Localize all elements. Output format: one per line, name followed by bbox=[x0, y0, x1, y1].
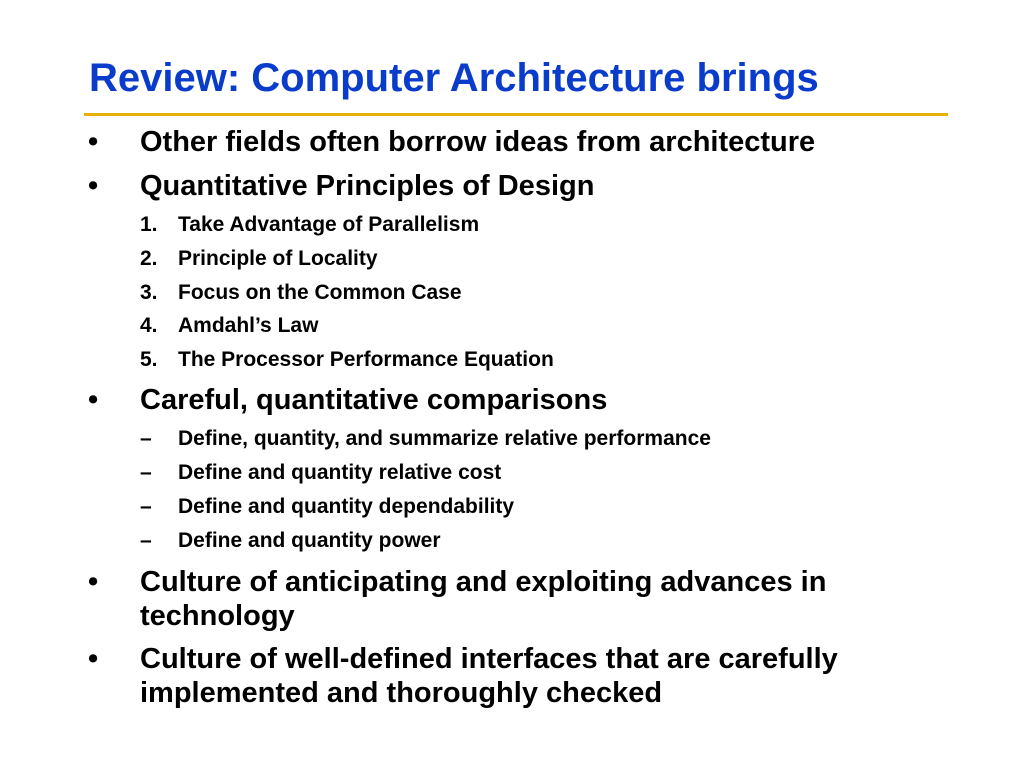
bullet-marker: • bbox=[88, 643, 99, 675]
dash-marker: – bbox=[140, 461, 152, 484]
dash-text: Define and quantity power bbox=[178, 529, 441, 552]
title-divider bbox=[84, 113, 948, 116]
dash-text: Define, quantity, and summarize relative performance bbox=[178, 427, 711, 450]
numbered-text: Focus on the Common Case bbox=[178, 281, 462, 304]
bullet-marker: • bbox=[88, 170, 99, 202]
slide-title: Review: Computer Architecture brings bbox=[89, 56, 819, 100]
bullet-text: Careful, quantitative comparisons bbox=[140, 384, 608, 416]
number-marker: 5. bbox=[140, 348, 158, 371]
number-marker: 1. bbox=[140, 213, 158, 236]
bullet-text: Culture of anticipating and exploiting advances in bbox=[140, 566, 827, 598]
dash-marker: – bbox=[140, 427, 152, 450]
bullet-text-line2: implemented and thoroughly checked bbox=[140, 677, 663, 709]
bullet-marker: • bbox=[88, 566, 99, 598]
bullet-text: Culture of well-defined interfaces that are carefully bbox=[140, 643, 838, 675]
bullet-marker: • bbox=[88, 384, 99, 416]
bullet-text: Other fields often borrow ideas from architecture bbox=[140, 126, 816, 158]
bullet-marker: • bbox=[88, 126, 99, 158]
dash-text: Define and quantity relative cost bbox=[178, 461, 502, 484]
dash-marker: – bbox=[140, 495, 152, 518]
number-marker: 3. bbox=[140, 281, 158, 304]
numbered-text: Take Advantage of Parallelism bbox=[178, 213, 480, 236]
numbered-text: Principle of Locality bbox=[178, 247, 378, 270]
dash-marker: – bbox=[140, 529, 152, 552]
bullet-text: Quantitative Principles of Design bbox=[140, 170, 595, 202]
number-marker: 2. bbox=[140, 247, 158, 270]
bullet-text-line2: technology bbox=[140, 600, 295, 632]
numbered-text: Amdahl’s Law bbox=[178, 314, 319, 337]
dash-text: Define and quantity dependability bbox=[178, 495, 515, 518]
number-marker: 4. bbox=[140, 314, 158, 337]
numbered-text: The Processor Performance Equation bbox=[178, 348, 554, 371]
